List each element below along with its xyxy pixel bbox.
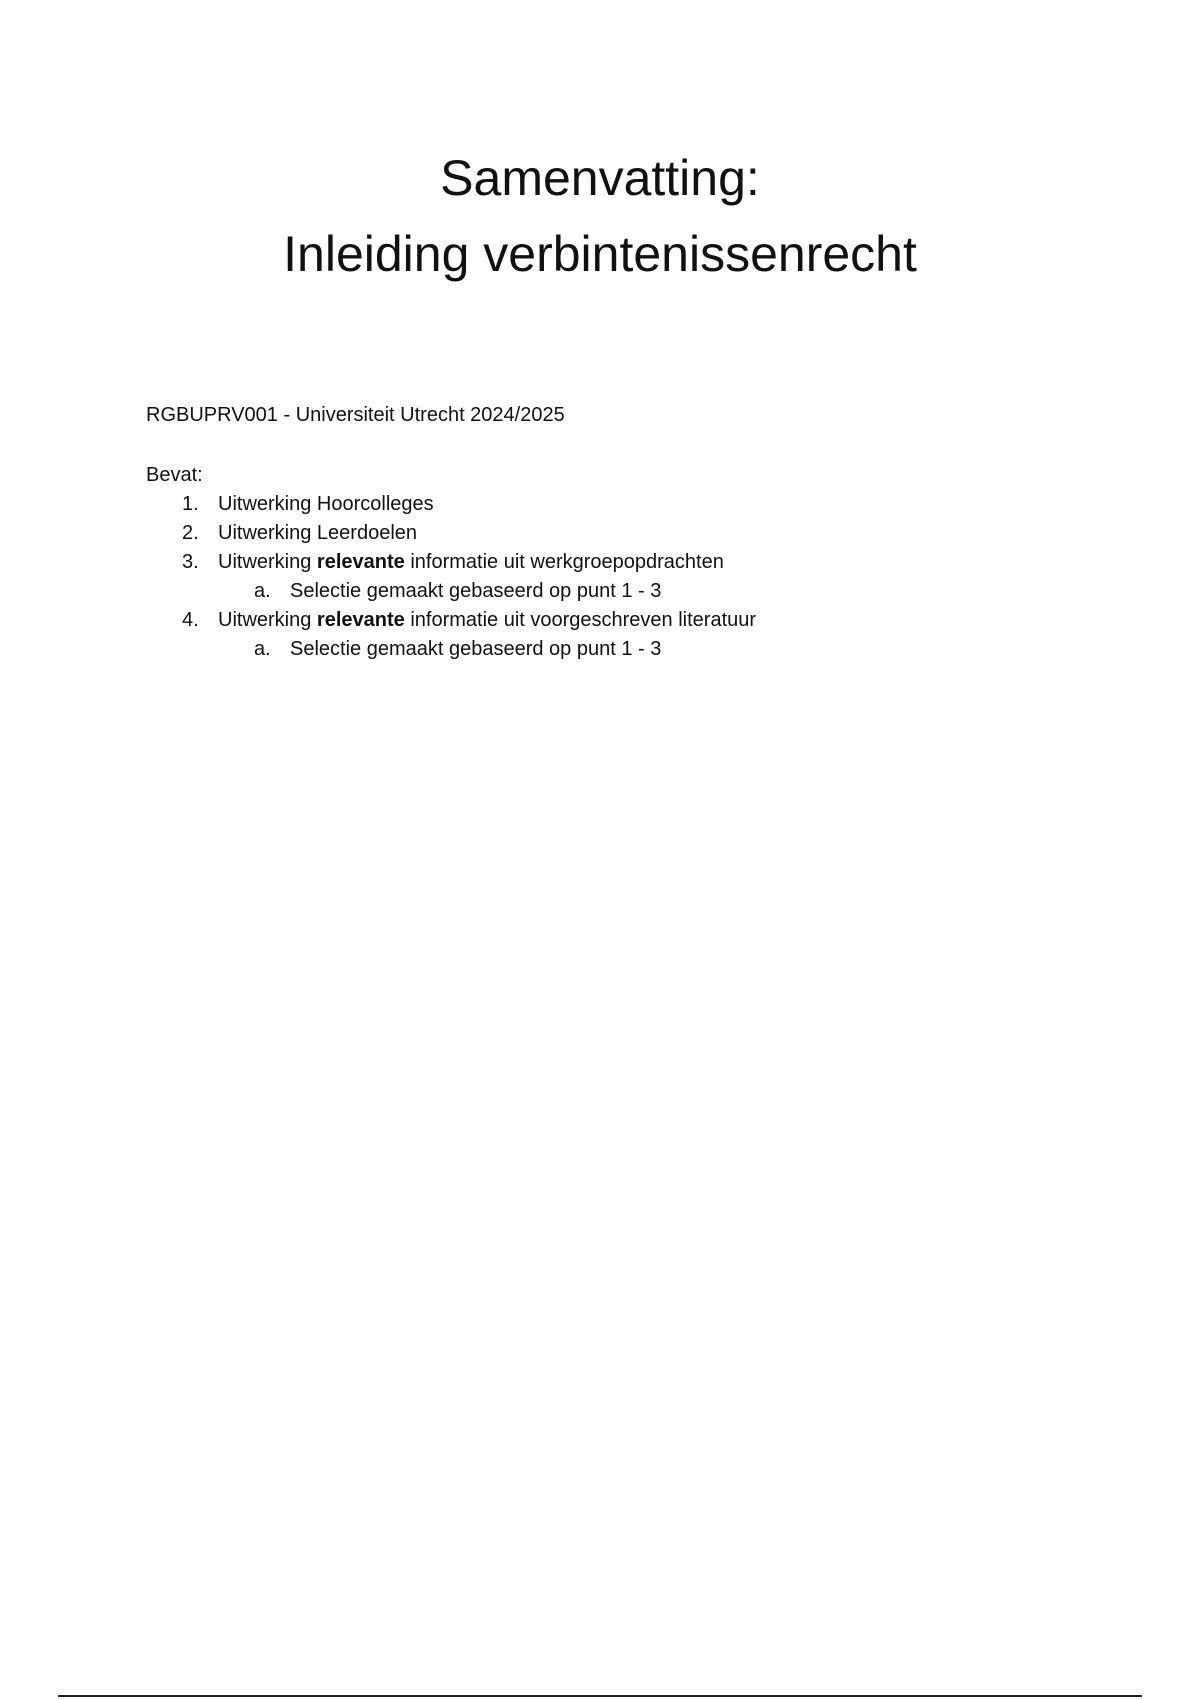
list-item-text-suffix: informatie uit werkgroepopdrachten bbox=[404, 551, 724, 573]
sub-list-item-letter: a. bbox=[254, 580, 271, 602]
list-item-text-emphasis: relevante bbox=[316, 551, 405, 573]
list-item-text-suffix: informatie uit voorgeschreven literatuur bbox=[404, 609, 757, 631]
list-item-number: 1. bbox=[182, 493, 199, 515]
contents-list bbox=[146, 490, 756, 664]
list-item bbox=[146, 548, 756, 606]
list-item-text-emphasis: relevante bbox=[316, 609, 405, 631]
list-item bbox=[146, 490, 756, 519]
list-item bbox=[146, 519, 756, 548]
list-item-text-prefix: Uitwerking bbox=[218, 551, 317, 573]
list-item-number: 2. bbox=[182, 522, 199, 544]
list-item-number: 4. bbox=[182, 609, 199, 631]
sub-list-item-text: Selectie gemaakt gebaseerd op punt 1 - 3 bbox=[290, 638, 662, 660]
list-item-text-prefix: Uitwerking bbox=[218, 609, 317, 631]
sub-list bbox=[218, 577, 756, 606]
course-code-line: RGBUPRV001 - Universiteit Utrecht 2024/2025 bbox=[146, 404, 565, 426]
document-title bbox=[0, 140, 1200, 292]
title-line-1: Samenvatting: bbox=[440, 150, 760, 206]
contents-section bbox=[146, 461, 756, 664]
list-item-text: Uitwerking Leerdoelen bbox=[218, 522, 418, 544]
list-item-number: 3. bbox=[182, 551, 199, 573]
sub-list bbox=[218, 635, 756, 664]
title-line-2: Inleiding verbintenissenrecht bbox=[283, 226, 917, 282]
footer-divider bbox=[58, 1695, 1142, 1697]
sub-list-item bbox=[218, 577, 756, 606]
sub-list-item-text: Selectie gemaakt gebaseerd op punt 1 - 3 bbox=[290, 580, 662, 602]
sub-list-item-letter: a. bbox=[254, 638, 271, 660]
list-item bbox=[146, 606, 756, 664]
sub-list-item bbox=[218, 635, 756, 664]
contents-label: Bevat: bbox=[146, 464, 203, 486]
list-item-text: Uitwerking Hoorcolleges bbox=[218, 493, 434, 515]
